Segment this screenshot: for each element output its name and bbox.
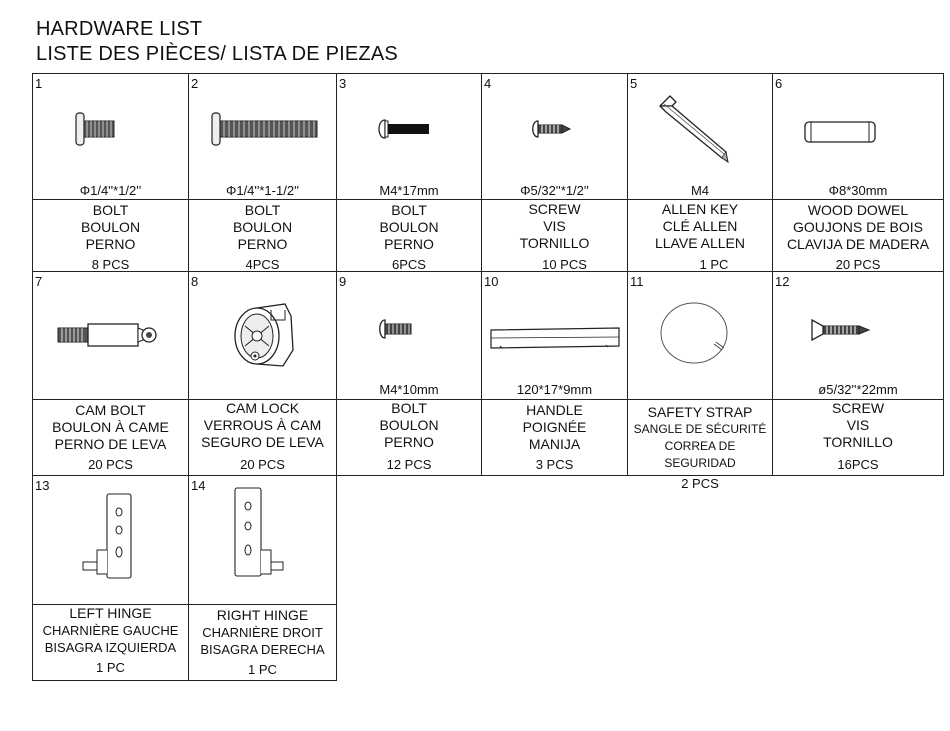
hardware-item (33, 272, 188, 475)
cam-bolt-icon (55, 320, 165, 350)
name-french: GOUJONS DE BOIS (793, 219, 923, 235)
item-spec: M4*17mm (379, 183, 439, 198)
cam-lock-icon (227, 296, 307, 376)
hardware-item (628, 272, 772, 491)
item-number: 8 (191, 274, 199, 289)
hardware-item (337, 74, 481, 271)
name-french: BOULON (379, 417, 439, 433)
name-english: ALLEN KEY (661, 201, 739, 217)
item-spec: Φ1/4''*1/2'' (79, 183, 142, 198)
item-number: 1 (35, 76, 43, 91)
item-quantity: 2 PCS (681, 476, 719, 491)
name-french: BOULON (232, 219, 293, 235)
hardware-item (773, 74, 943, 271)
item-spec: Φ5/32''*1/2'' (520, 183, 589, 198)
safety-strap-icon (656, 298, 736, 368)
name-spanish: LLAVE ALLEN (654, 235, 746, 251)
item-number: 7 (35, 274, 43, 289)
name-spanish: TORNILLO (519, 235, 590, 251)
item-quantity: 1 PC (96, 660, 125, 675)
name-english: BOLT (244, 202, 281, 218)
short-bolt-icon (73, 110, 153, 150)
item-number: 3 (339, 76, 347, 91)
name-english: CAM LOCK (225, 400, 300, 416)
item-spec: 120*17*9mm (516, 382, 593, 397)
hardware-item (189, 476, 336, 680)
flat-screw-icon (809, 316, 875, 346)
name-spanish: TORNILLO (823, 434, 893, 450)
name-english: WOOD DOWEL (807, 202, 909, 218)
right-hinge-icon (231, 484, 293, 584)
item-number: 5 (630, 76, 638, 91)
item-quantity: 20 PCS (835, 257, 881, 272)
item-number: 14 (191, 478, 206, 493)
item-quantity: 6PCS (392, 257, 426, 272)
hardware-item (773, 272, 943, 475)
item-quantity: 8 PCS (91, 257, 130, 272)
screw-icon (528, 116, 578, 146)
item-quantity: 1 PC (699, 257, 729, 272)
item-number: 2 (191, 76, 199, 91)
item-number: 11 (630, 274, 644, 289)
name-spanish: PERNO (237, 236, 288, 252)
hardware-item (337, 272, 481, 475)
name-french: BOULON À CAME (52, 419, 169, 435)
item-quantity: 1 PC (248, 662, 277, 677)
name-french: BOULON (379, 219, 439, 235)
name-spanish: PERNO (384, 236, 434, 252)
item-quantity: 20 PCS (88, 457, 133, 472)
name-english: HANDLE (526, 402, 583, 418)
item-number: 6 (775, 76, 783, 91)
name-spanish: BISAGRA IZQUIERDA (44, 640, 177, 655)
hardware-item (33, 476, 188, 680)
name-spanish: BISAGRA DERECHA (200, 642, 325, 657)
name-spanish: CORREA DE SEGURIDAD (664, 439, 736, 470)
name-spanish: CLAVIJA DE MADERA (786, 236, 930, 252)
item-quantity: 3 PCS (535, 457, 574, 472)
hardware-item (628, 74, 772, 271)
name-english: SCREW (831, 400, 885, 416)
title-english: HARDWARE LIST (36, 18, 203, 40)
item-spec: ø5/32''*22mm (818, 382, 898, 397)
name-french: VIS (543, 218, 566, 234)
item-number: 4 (484, 76, 492, 91)
wood-dowel-icon (801, 118, 881, 148)
name-english: RIGHT HINGE (216, 607, 309, 623)
hardware-item (189, 74, 336, 271)
name-french: CHARNIÈRE GAUCHE (42, 623, 179, 638)
item-spec: Φ8*30mm (828, 183, 888, 198)
hardware-item (189, 272, 336, 475)
item-quantity: 12 PCS (386, 457, 432, 472)
item-spec: Φ1/4''*1-1/2'' (225, 183, 300, 198)
name-spanish: PERNO DE LEVA (54, 436, 167, 452)
name-french: SANGLE DE SÉCURITÉ (633, 422, 767, 436)
item-number: 13 (35, 478, 50, 493)
name-french: POIGNÉE (522, 419, 587, 435)
item-number: 9 (339, 274, 347, 289)
name-english: SCREW (528, 201, 581, 217)
item-number: 10 (484, 274, 499, 289)
item-number: 12 (775, 274, 790, 289)
name-english: CAM BOLT (75, 402, 146, 418)
name-french: CHARNIÈRE DROIT (202, 625, 323, 640)
name-english: SAFETY STRAP (647, 404, 753, 420)
name-french: BOULON (80, 219, 141, 235)
name-english: BOLT (92, 202, 129, 218)
item-quantity: 10 PCS (542, 257, 587, 272)
name-spanish: PERNO (85, 236, 136, 252)
name-spanish: PERNO (384, 434, 434, 450)
item-quantity: 16PCS (837, 457, 879, 472)
hardware-item (482, 74, 627, 271)
item-quantity: 20 PCS (240, 457, 285, 472)
item-quantity: 4PCS (245, 257, 280, 272)
small-bolt-icon (377, 316, 417, 346)
name-french: CLÉ ALLEN (662, 218, 738, 234)
name-english: LEFT HINGE (69, 605, 152, 621)
name-french: VERROUS À CAM (203, 417, 322, 433)
name-spanish: MANIJA (528, 436, 581, 452)
handle-icon (488, 324, 622, 354)
hardware-item (33, 74, 188, 271)
long-bolt-icon (209, 110, 324, 150)
item-spec: M4*10mm (379, 382, 439, 397)
name-english: BOLT (391, 202, 427, 218)
allen-key-icon (656, 92, 736, 172)
item-spec: M4 (690, 183, 710, 198)
hardware-item (482, 272, 627, 475)
left-hinge-icon (79, 490, 139, 585)
name-spanish: SEGURO DE LEVA (201, 434, 324, 450)
name-english: BOLT (391, 400, 427, 416)
black-bolt-icon (375, 116, 435, 146)
name-french: VIS (846, 417, 870, 433)
title-french-spanish: LISTE DES PIÈCES/ LISTA DE PIEZAS (36, 43, 398, 65)
